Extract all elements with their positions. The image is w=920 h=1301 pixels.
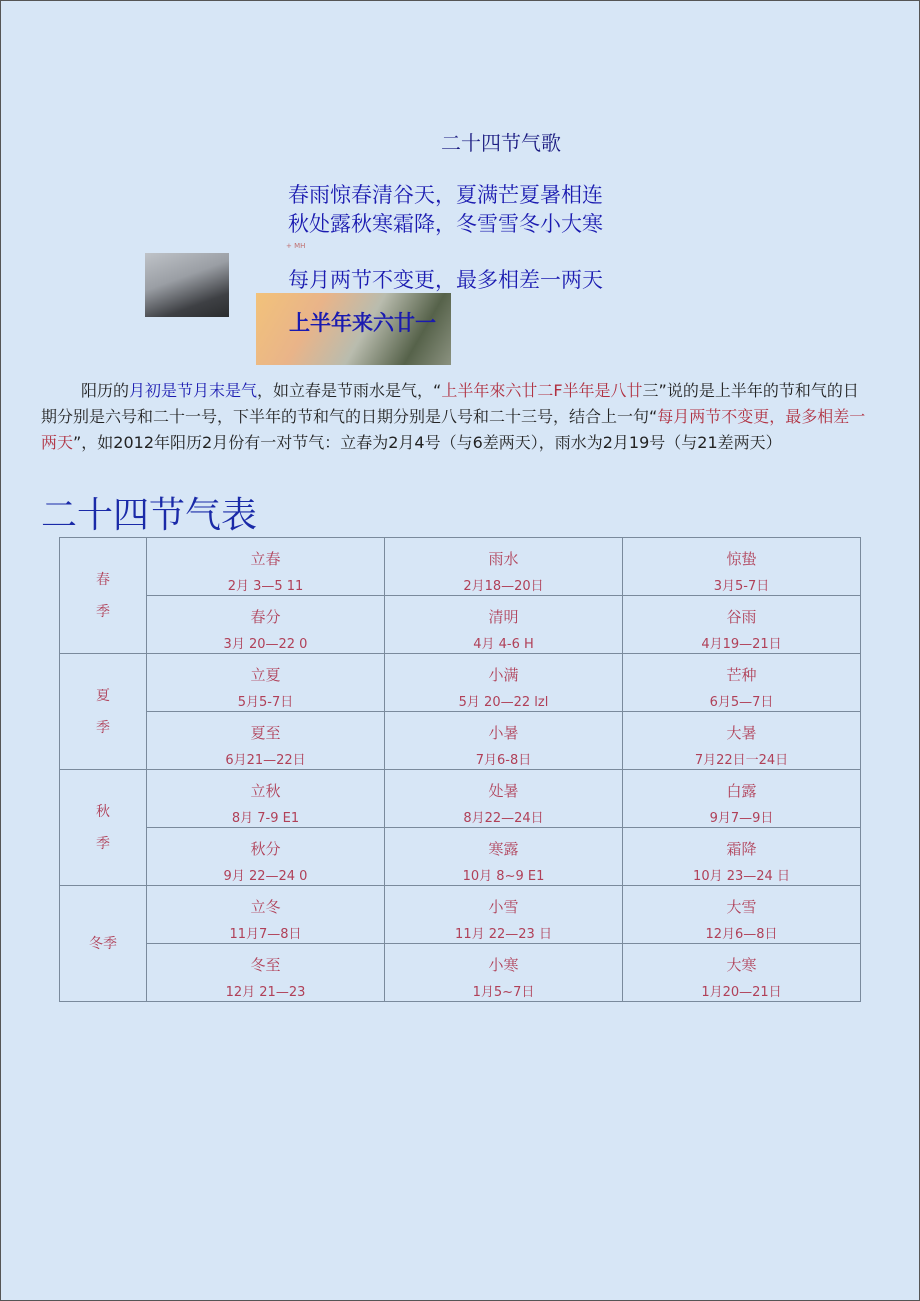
table-heading: 二十四节气表 (41, 495, 258, 536)
term-date: 5月5-7日 (237, 695, 294, 710)
term-date: 9月7—9日 (709, 811, 774, 826)
para-highlight-blue: 月初是节月末是气 (129, 381, 258, 400)
term-name: 小满 (488, 666, 519, 684)
para-text: ，如立春是节雨水是气，“ (257, 381, 442, 400)
term-cell (385, 828, 623, 886)
term-date: 1月5~7日 (472, 985, 535, 1000)
term-date: 5月 20—22 lzl (458, 695, 549, 710)
explanation-paragraph (41, 378, 871, 456)
para-text: ”，如2012年阳历2月份有一对节气：立春为2月4号（与6差两天），雨水为2月19号（与21差两天） (73, 433, 782, 452)
term-cell (385, 944, 623, 1002)
term-date: 10月 8~9 E1 (462, 869, 545, 884)
para-text: 阳历的 (81, 381, 130, 400)
term-date: 6月5—7日 (709, 695, 774, 710)
para-highlight-red: 每月两节不变更，最多相差一两天 (41, 407, 866, 452)
term-date: 8月22—24日 (463, 811, 544, 826)
term-cell (147, 770, 385, 828)
term-cell (385, 596, 623, 654)
term-name: 立秋 (250, 782, 281, 800)
term-date: 11月7—8日 (229, 927, 302, 942)
term-cell (147, 654, 385, 712)
sky-image (145, 253, 229, 317)
term-date: 4月 4-6 H (473, 637, 534, 652)
season-label: 秋 季 (60, 770, 147, 886)
table-row (60, 654, 861, 712)
term-date: 1月20—21日 (701, 985, 782, 1000)
term-date: 4月19—21日 (701, 637, 782, 652)
term-cell (147, 712, 385, 770)
term-cell (385, 654, 623, 712)
para-text: 三”说的是上半年的节和气的日期分别是六号和二十一号，下半年的节和气的日期分别是八号和二十三号，结合上一句“ (41, 381, 859, 426)
term-name: 立冬 (250, 898, 281, 916)
term-name: 惊蛰 (726, 550, 757, 568)
song-title-text: 二十四节气歌 (441, 131, 561, 155)
term-cell (385, 886, 623, 944)
table-row (60, 712, 861, 770)
term-date: 3月5-7日 (713, 579, 770, 594)
table-row (60, 828, 861, 886)
image-caption: 上半年来六廿一 (289, 311, 436, 335)
solar-terms-table (59, 537, 861, 1002)
season-label: 冬季 (60, 886, 147, 1002)
term-cell (623, 886, 861, 944)
term-name: 雨水 (488, 550, 519, 568)
term-name: 寒露 (488, 840, 519, 858)
term-name: 霜降 (726, 840, 757, 858)
table-row (60, 770, 861, 828)
term-date: 6月21—22日 (225, 753, 306, 768)
term-name: 立夏 (250, 666, 281, 684)
term-cell (385, 770, 623, 828)
term-cell (623, 538, 861, 596)
term-date: 2月18—20日 (463, 579, 544, 594)
term-cell (385, 538, 623, 596)
table-row (60, 944, 861, 1002)
term-date: 3月 20—22 0 (223, 637, 308, 652)
song-title (1, 127, 920, 156)
term-cell (623, 712, 861, 770)
term-date: 9月 22—24 0 (223, 869, 308, 884)
poem-line-3: 每月两节不变更，最多相差一两天 (288, 268, 603, 292)
term-name: 小寒 (488, 956, 519, 974)
term-name: 处暑 (488, 782, 519, 800)
term-name: 秋分 (250, 840, 281, 858)
term-cell (623, 770, 861, 828)
term-name: 大暑 (726, 724, 757, 742)
term-name: 大寒 (726, 956, 757, 974)
term-cell (623, 596, 861, 654)
term-cell (147, 828, 385, 886)
season-label: 夏 季 (60, 654, 147, 770)
table-row (60, 886, 861, 944)
term-name: 清明 (488, 608, 519, 626)
term-cell (623, 654, 861, 712)
poem-line-2: 秋处露秋寒霜降，冬雪雪冬小大寒 (288, 212, 603, 236)
term-date: 7月22日一24日 (694, 753, 789, 768)
term-name: 大雪 (726, 898, 757, 916)
term-cell (623, 944, 861, 1002)
term-date: 12月6—8日 (705, 927, 778, 942)
term-name: 春分 (250, 608, 281, 626)
term-date: 2月 3—5 11 (227, 579, 304, 594)
term-cell (623, 828, 861, 886)
poem-line-1: 春雨惊春清谷天，夏满芒夏暑相连 (288, 183, 603, 207)
term-date: 7月6-8日 (475, 753, 532, 768)
term-date: 10月 23—24 日 (693, 869, 790, 884)
para-highlight-red: 上半年來六廿二F半年是八廿 (441, 381, 643, 400)
table-row (60, 538, 861, 596)
term-cell (147, 944, 385, 1002)
term-name: 芒种 (726, 666, 757, 684)
term-name: 白露 (726, 782, 757, 800)
term-date: 12月 21—23 (225, 985, 306, 1000)
term-name: 立春 (250, 550, 281, 568)
term-name: 谷雨 (726, 608, 757, 626)
season-label: 春 季 (60, 538, 147, 654)
term-cell (147, 886, 385, 944)
stray-mark: + MH (286, 242, 306, 250)
term-cell (385, 712, 623, 770)
term-name: 夏至 (250, 724, 281, 742)
term-cell (147, 538, 385, 596)
term-name: 小暑 (488, 724, 519, 742)
term-date: 8月 7-9 E1 (231, 811, 300, 826)
term-date: 11月 22—23 日 (455, 927, 552, 942)
term-cell (147, 596, 385, 654)
table-row (60, 596, 861, 654)
term-name: 冬至 (250, 956, 281, 974)
term-name: 小雪 (488, 898, 519, 916)
